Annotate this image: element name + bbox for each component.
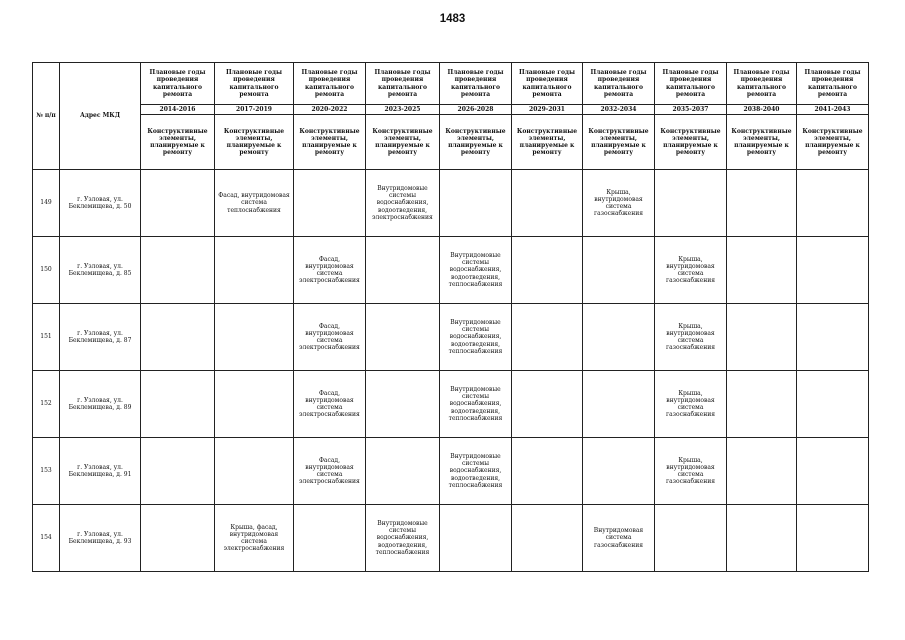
table-row <box>33 304 869 371</box>
repair-cell <box>141 237 215 304</box>
elements-header: Конструктивные элементы, планируемые к ремонту <box>440 115 512 170</box>
elements-header: Конструктивные элементы, планируемые к ремонту <box>366 115 440 170</box>
repair-cell <box>583 371 655 438</box>
header-row-planned-years <box>33 63 869 105</box>
period-header: 2026-2028 <box>440 105 512 115</box>
repair-cell <box>797 304 869 371</box>
table-header <box>33 63 869 170</box>
repair-cell <box>512 371 583 438</box>
table-row <box>33 505 869 572</box>
repair-cell <box>512 438 583 505</box>
repair-cell <box>512 170 583 237</box>
period-header: 2032-2034 <box>583 105 655 115</box>
planned-years-header: Плановые годы проведения капитального ремонта <box>797 63 869 105</box>
row-number: 151 <box>33 304 60 371</box>
row-address: г. Узловая, ул. Беклемищева, д. 93 <box>60 505 141 572</box>
repair-cell <box>655 505 727 572</box>
planned-years-header: Плановые годы проведения капитального ремонта <box>366 63 440 105</box>
planned-years-header: Плановые годы проведения капитального ремонта <box>655 63 727 105</box>
repair-cell <box>727 438 797 505</box>
repair-cell <box>583 438 655 505</box>
repair-cell: Фасад, внутридомовая система электроснабжения <box>294 237 366 304</box>
repair-cell: Внутридомовая система газоснабжения <box>583 505 655 572</box>
repair-cell: Фасад, внутридомовая система электроснабжения <box>294 438 366 505</box>
planned-years-header: Плановые годы проведения капитального ремонта <box>583 63 655 105</box>
repair-cell: Внутридомовые системы водоснабжения, водоотведения, теплоснабжения <box>440 371 512 438</box>
repair-cell: Крыша, фасад, внутридомовая система электроснабжения <box>215 505 294 572</box>
elements-header: Конструктивные элементы, планируемые к ремонту <box>215 115 294 170</box>
repair-cell: Крыша, внутридомовая система газоснабжения <box>655 237 727 304</box>
row-number: 154 <box>33 505 60 572</box>
repair-cell <box>655 170 727 237</box>
capital-repair-table <box>32 62 869 572</box>
repair-cell: Внутридомовые системы водоснабжения, водоотведения, теплоснабжения <box>440 237 512 304</box>
page-number: 1483 <box>439 13 466 25</box>
repair-cell: Крыша, внутридомовая система газоснабжения <box>583 170 655 237</box>
repair-cell: Внутридомовые системы водоснабжения, водоотведения, теплоснабжения <box>440 438 512 505</box>
repair-cell: Крыша, внутридомовая система газоснабжения <box>655 304 727 371</box>
table-body <box>33 170 869 572</box>
elements-header: Конструктивные элементы, планируемые к ремонту <box>294 115 366 170</box>
repair-cell <box>366 237 440 304</box>
repair-cell <box>727 505 797 572</box>
repair-cell <box>366 438 440 505</box>
period-header: 2020-2022 <box>294 105 366 115</box>
repair-cell <box>366 371 440 438</box>
planned-years-header: Плановые годы проведения капитального ремонта <box>727 63 797 105</box>
repair-cell <box>727 304 797 371</box>
table-row <box>33 237 869 304</box>
repair-cell: Крыша, внутридомовая система газоснабжения <box>655 371 727 438</box>
elements-header: Конструктивные элементы, планируемые к ремонту <box>512 115 583 170</box>
repair-cell <box>294 170 366 237</box>
repair-cell <box>797 371 869 438</box>
row-number: 152 <box>33 371 60 438</box>
repair-cell <box>583 237 655 304</box>
row-number: 153 <box>33 438 60 505</box>
repair-cell <box>141 170 215 237</box>
planned-years-header: Плановые годы проведения капитального ремонта <box>215 63 294 105</box>
repair-cell <box>141 371 215 438</box>
period-header: 2041-2043 <box>797 105 869 115</box>
period-header: 2038-2040 <box>727 105 797 115</box>
header-row-elements <box>33 115 869 170</box>
period-header: 2023-2025 <box>366 105 440 115</box>
repair-cell: Внутридомовые системы водоснабжения, водоотведения, теплоснабжения <box>440 304 512 371</box>
repair-cell: Внутридомовые системы водоснабжения, водоотведения, электроснабжения <box>366 170 440 237</box>
repair-cell <box>727 170 797 237</box>
planned-years-header: Плановые годы проведения капитального ремонта <box>294 63 366 105</box>
elements-header: Конструктивные элементы, планируемые к ремонту <box>655 115 727 170</box>
elements-header: Конструктивные элементы, планируемые к ремонту <box>583 115 655 170</box>
repair-cell: Внутридомовые системы водоснабжения, водоотведения, теплоснабжения <box>366 505 440 572</box>
elements-header: Конструктивные элементы, планируемые к ремонту <box>727 115 797 170</box>
repair-cell <box>512 505 583 572</box>
header-row-periods <box>33 105 869 115</box>
repair-cell <box>797 237 869 304</box>
planned-years-header: Плановые годы проведения капитального ремонта <box>440 63 512 105</box>
repair-cell <box>215 304 294 371</box>
repair-cell <box>366 304 440 371</box>
repair-cell <box>512 304 583 371</box>
period-header: 2017-2019 <box>215 105 294 115</box>
period-header: 2035-2037 <box>655 105 727 115</box>
repair-cell <box>215 237 294 304</box>
address-header: Адрес МКД <box>60 63 141 170</box>
repair-cell <box>512 237 583 304</box>
table-row <box>33 438 869 505</box>
repair-cell: Фасад, внутридомовая система электроснабжения <box>294 371 366 438</box>
repair-cell <box>440 170 512 237</box>
row-address: г. Узловая, ул. Беклемищева, д. 91 <box>60 438 141 505</box>
repair-cell <box>797 170 869 237</box>
repair-cell <box>141 304 215 371</box>
table-row <box>33 371 869 438</box>
repair-cell <box>727 237 797 304</box>
repair-cell <box>294 505 366 572</box>
num-header: № п/п <box>33 63 60 170</box>
repair-cell <box>440 505 512 572</box>
row-number: 150 <box>33 237 60 304</box>
period-header: 2029-2031 <box>512 105 583 115</box>
row-address: г. Узловая, ул. Беклемищева, д. 89 <box>60 371 141 438</box>
elements-header: Конструктивные элементы, планируемые к ремонту <box>141 115 215 170</box>
row-address: г. Узловая, ул. Беклемищева, д. 85 <box>60 237 141 304</box>
repair-cell <box>583 304 655 371</box>
repair-cell: Крыша, внутридомовая система газоснабжения <box>655 438 727 505</box>
row-address: г. Узловая, ул. Беклемищева, д. 87 <box>60 304 141 371</box>
repair-cell <box>797 438 869 505</box>
row-address: г. Узловая, ул. Беклемищева, д. 50 <box>60 170 141 237</box>
repair-cell <box>797 505 869 572</box>
repair-cell <box>727 371 797 438</box>
repair-cell <box>141 505 215 572</box>
period-header: 2014-2016 <box>141 105 215 115</box>
repair-cell: Фасад, внутридомовая система теплоснабжения <box>215 170 294 237</box>
row-number: 149 <box>33 170 60 237</box>
repair-cell: Фасад, внутридомовая система электроснабжения <box>294 304 366 371</box>
table-row <box>33 170 869 237</box>
planned-years-header: Плановые годы проведения капитального ремонта <box>141 63 215 105</box>
elements-header: Конструктивные элементы, планируемые к ремонту <box>797 115 869 170</box>
repair-cell <box>141 438 215 505</box>
repair-cell <box>215 438 294 505</box>
repair-cell <box>215 371 294 438</box>
planned-years-header: Плановые годы проведения капитального ремонта <box>512 63 583 105</box>
